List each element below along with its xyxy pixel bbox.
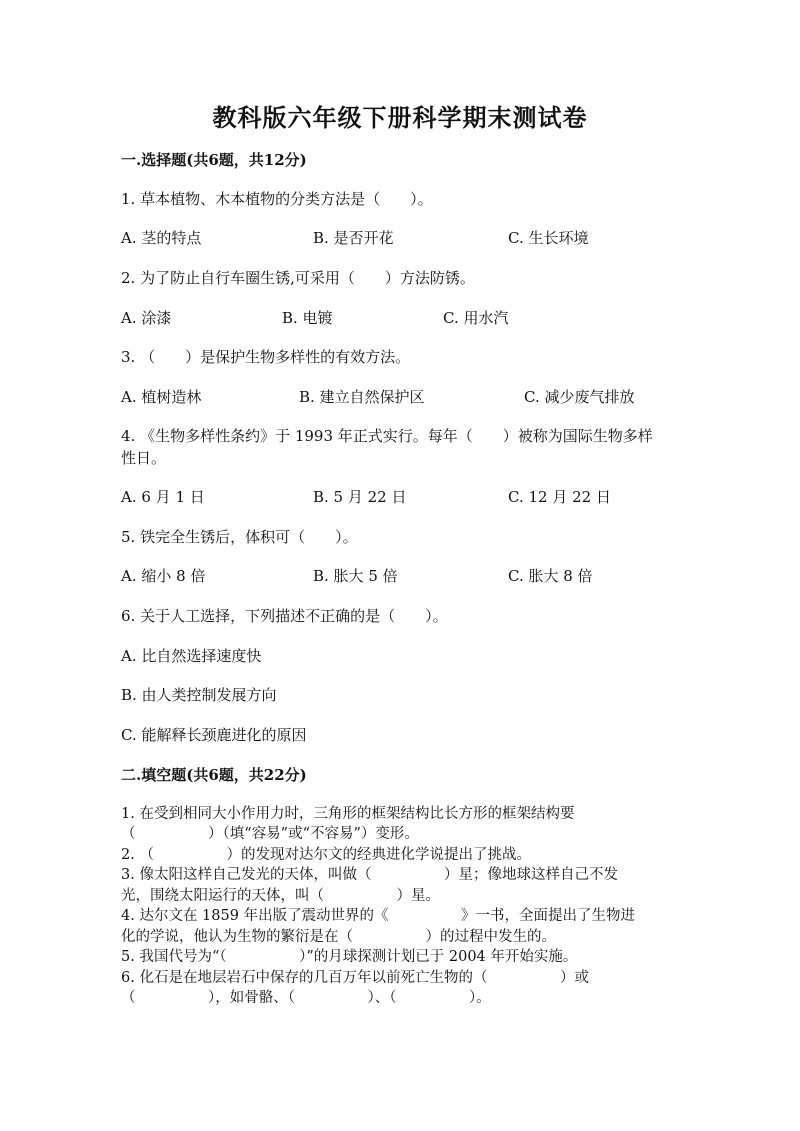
section-heading-fill: 二.填空题(共6题，共22分) — [121, 766, 307, 784]
fill-line: （ ）（填“容易”或“不容易”）变形。 — [121, 826, 419, 842]
fill-line: 光，围绕太阳运行的天体，叫（ ）星。 — [121, 888, 440, 904]
option-a: A. 植树造林 — [121, 388, 202, 406]
question-stem: 6. 关于人工选择，下列描述不正确的是（ ）。 — [121, 607, 448, 625]
fill-line: 3. 像太阳这样自己发光的天体，叫做（ ）星；像地球这样自己不发 — [121, 867, 618, 883]
option-a: A. 茎的特点 — [121, 229, 202, 247]
option-b: B. 5 月 22 日 — [313, 488, 407, 506]
option-c: C. 12 月 22 日 — [508, 488, 611, 506]
question-stem-line: 4. 《生物多样性条约》于 1993 年正式实行。每年（ ）被称为国际生物多样 — [121, 427, 653, 445]
question-stem: 2. 为了防止自行车圈生锈,可采用（ ）方法防锈。 — [121, 269, 475, 287]
option-b: B. 由人类控制发展方向 — [121, 686, 277, 704]
fill-line: 6. 化石是在地层岩石中保存的几百万年以前死亡生物的（ ）或 — [121, 970, 589, 986]
question-stem: 5. 铁完全生锈后，体积可（ ）。 — [121, 528, 358, 546]
document-title: 教科版六年级下册科学期末测试卷 — [212, 103, 588, 132]
question-stem-line: 性日。 — [121, 449, 167, 467]
option-c: C. 能解释长颈鹿进化的原因 — [121, 726, 307, 744]
option-b: B. 胀大 5 倍 — [313, 567, 398, 585]
fill-line: 化的学说，他认为生物的繁衍是在（ ）的过程中发生的。 — [121, 929, 556, 945]
option-c: C. 胀大 8 倍 — [508, 567, 593, 585]
fill-line: （ ），如骨骼、（ ）、（ ）。 — [121, 990, 491, 1006]
option-b: B. 建立自然保护区 — [299, 388, 425, 406]
option-a: A. 缩小 8 倍 — [121, 567, 206, 585]
question-stem: 1. 草本植物、木本植物的分类方法是（ ）。 — [121, 190, 433, 208]
fill-line: 5. 我国代号为“（ ）”的月球探测计划已于 2004 年开始实施。 — [121, 949, 578, 965]
option-a: A. 比自然选择速度快 — [121, 647, 262, 665]
section-heading-choice: 一.选择题(共6题，共12分) — [121, 151, 307, 169]
option-c: C. 生长环境 — [508, 229, 589, 247]
option-c: C. 用水汽 — [443, 309, 509, 327]
question-stem: 3. （ ）是保护生物多样性的有效方法。 — [121, 348, 411, 366]
option-a: A. 涂漆 — [121, 309, 172, 327]
fill-line: 2. （ ）的发现对达尔文的经典进化学说提出了挑战。 — [121, 847, 531, 863]
option-a: A. 6 月 1 日 — [121, 488, 205, 506]
fill-line: 1. 在受到相同大小作用力时，三角形的框架结构比长方形的框架结构要 — [121, 806, 575, 822]
fill-line: 4. 达尔文在 1859 年出版了震动世界的《 》一书，全面提出了生物进 — [121, 908, 636, 924]
option-b: B. 是否开花 — [313, 229, 394, 247]
option-c: C. 减少废气排放 — [524, 388, 635, 406]
option-b: B. 电镀 — [282, 309, 333, 327]
